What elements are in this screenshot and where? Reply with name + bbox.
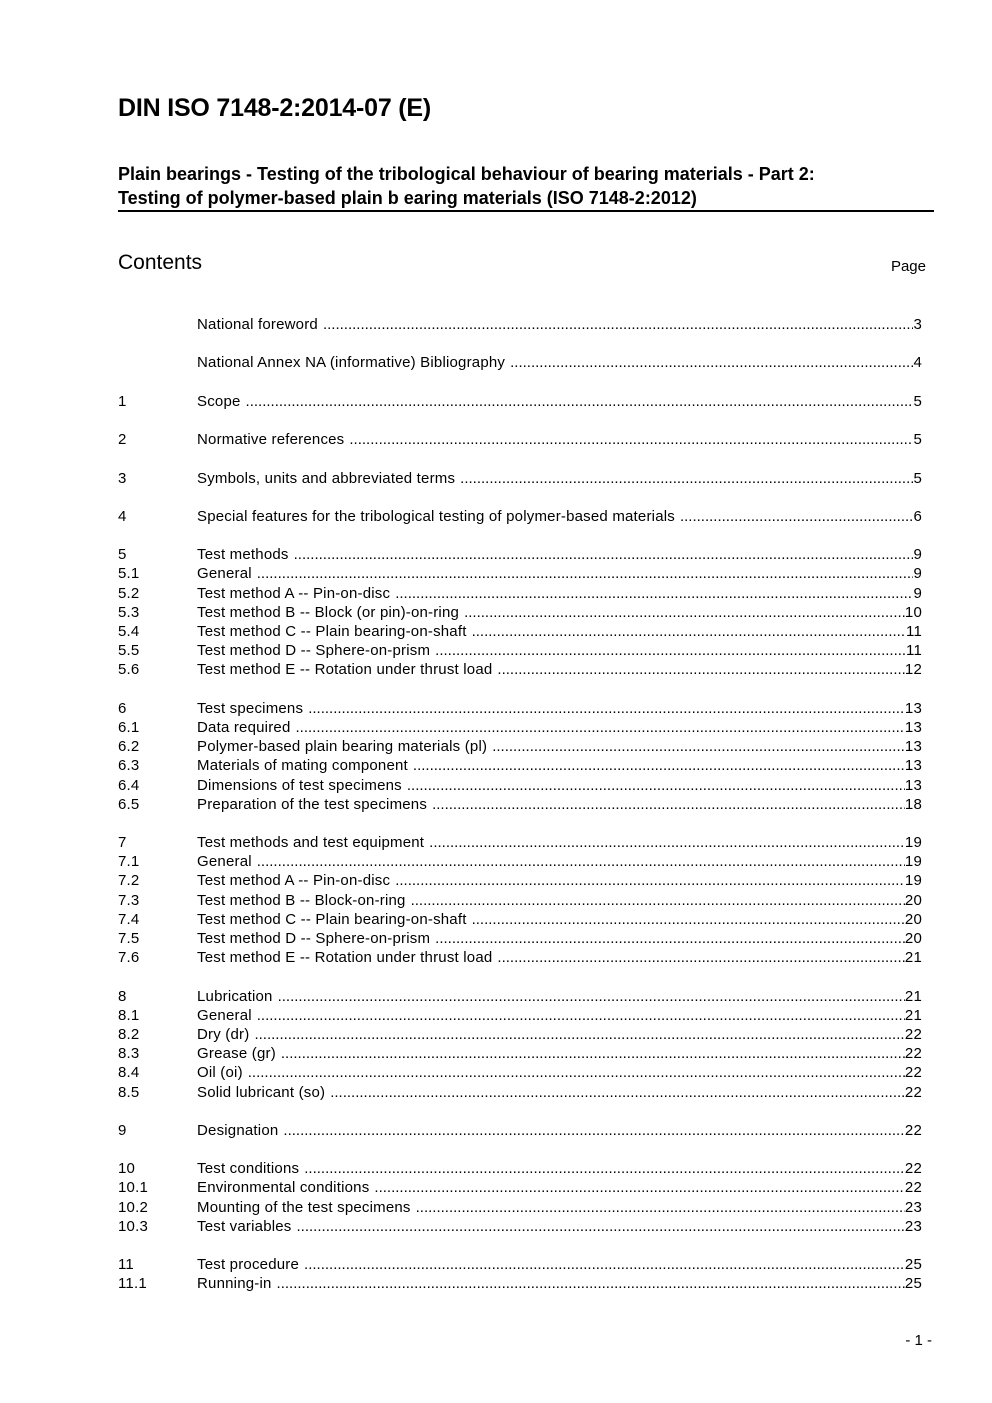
toc-entry-page: 10 xyxy=(904,603,922,621)
title-divider xyxy=(118,210,934,212)
toc-entry-page: 11 xyxy=(906,642,922,660)
toc-dot-leader xyxy=(497,660,904,679)
toc-dot-leader xyxy=(374,1178,905,1197)
toc-dot-leader xyxy=(395,584,913,603)
toc-entry-number: 5.1 xyxy=(118,565,140,583)
toc-entry[interactable] xyxy=(118,756,922,775)
toc-entry[interactable] xyxy=(118,718,922,737)
toc-entry-number: 7.3 xyxy=(118,891,140,909)
toc-entry[interactable] xyxy=(118,737,922,756)
toc-entry-page: 13 xyxy=(904,776,922,794)
toc-dot-leader xyxy=(296,718,905,737)
toc-entry-number: 6.5 xyxy=(118,795,140,813)
toc-entry[interactable] xyxy=(118,1025,922,1044)
toc-entry[interactable] xyxy=(118,1083,922,1102)
toc-entry-title: Test method C -- Plain bearing-on-shaft xyxy=(197,910,467,928)
toc-dot-leader xyxy=(435,641,906,660)
toc-entry[interactable] xyxy=(118,833,922,852)
toc-entry-title: Test method E -- Rotation under thrust load xyxy=(197,661,493,679)
toc-entry-number: 7.1 xyxy=(118,853,140,871)
toc-entry-title: Data required xyxy=(197,718,291,736)
toc-dot-leader xyxy=(510,353,913,372)
toc-entry[interactable] xyxy=(118,871,922,890)
toc-entry-page: 19 xyxy=(904,853,922,871)
toc-entry-page: 22 xyxy=(904,1083,922,1101)
toc-dot-leader xyxy=(472,622,906,641)
toc-entry-number: 7.5 xyxy=(118,930,140,947)
toc-entry-page: 21 xyxy=(904,1006,922,1024)
toc-entry-title: Symbols, units and abbreviated terms xyxy=(197,469,456,487)
toc-entry[interactable] xyxy=(118,1255,922,1274)
toc-entry-title: Designation xyxy=(197,1121,279,1139)
toc-entry-number: 10.1 xyxy=(118,1179,148,1197)
toc-dot-leader xyxy=(411,891,905,910)
toc-entry-page: 13 xyxy=(904,718,922,736)
toc-entry[interactable] xyxy=(118,660,922,679)
toc-entry-page: 5 xyxy=(913,431,922,449)
toc-entry-number: 4 xyxy=(118,507,127,525)
toc-entry-page: 25 xyxy=(904,1256,922,1274)
toc-entry-number: 6 xyxy=(118,699,127,717)
toc-entry-number: 5.4 xyxy=(118,623,140,640)
toc-dot-leader xyxy=(497,948,904,967)
toc-entry-page: 9 xyxy=(913,584,922,602)
toc-entry-page: 13 xyxy=(904,699,922,717)
toc-entry[interactable] xyxy=(118,1217,922,1236)
toc-entry-number: 5 xyxy=(118,546,127,564)
toc-entry-page: 3 xyxy=(913,316,922,333)
toc-entry[interactable] xyxy=(118,1006,922,1025)
toc-entry-page: 22 xyxy=(904,1179,922,1197)
toc-entry-number: 7.2 xyxy=(118,872,140,890)
toc-entry-title: General xyxy=(197,1006,252,1024)
toc-entry[interactable] xyxy=(118,584,922,603)
toc-dot-leader xyxy=(432,795,905,814)
toc-entry[interactable] xyxy=(118,564,922,583)
toc-entry-title: National foreword xyxy=(197,316,318,333)
toc-dot-leader xyxy=(395,871,905,890)
toc-entry[interactable] xyxy=(118,430,922,449)
toc-entry-title: Test specimens xyxy=(197,699,304,717)
toc-entry-number: 6.3 xyxy=(118,757,140,775)
toc-entry-number: 6.4 xyxy=(118,776,140,794)
toc-dot-leader xyxy=(464,603,905,622)
toc-dot-leader xyxy=(323,315,913,334)
toc-entry[interactable] xyxy=(118,795,922,814)
toc-dot-leader xyxy=(257,564,914,583)
toc-entry-title: Test method D -- Sphere-on-prism xyxy=(197,642,431,660)
toc-entry-page: 5 xyxy=(913,392,922,410)
toc-entry-title: National Annex NA (informative) Bibliography xyxy=(197,354,506,372)
toc-entry-title: Test method D -- Sphere-on-prism xyxy=(197,930,431,947)
toc-entry-page: 25 xyxy=(904,1275,922,1293)
toc-dot-leader xyxy=(429,833,905,852)
toc-entry-page: 5 xyxy=(913,469,922,487)
toc-entry-page: 22 xyxy=(904,1160,922,1178)
toc-entry-page: 13 xyxy=(904,738,922,756)
toc-entry[interactable] xyxy=(118,545,922,564)
toc-dot-leader xyxy=(304,1159,905,1178)
toc-entry-page: 9 xyxy=(913,546,922,564)
toc-entry-title: Materials of mating component xyxy=(197,757,408,775)
toc-entry[interactable] xyxy=(118,1274,922,1293)
toc-entry-title: Normative references xyxy=(197,431,345,449)
toc-entry[interactable] xyxy=(118,948,922,967)
toc-entry-title: Scope xyxy=(197,392,241,410)
toc-entry-number: 9 xyxy=(118,1121,127,1139)
toc-entry-number: 8.1 xyxy=(118,1006,140,1024)
toc-entry-title: Test method E -- Rotation under thrust load xyxy=(197,949,493,967)
toc-dot-leader xyxy=(330,1083,905,1102)
page-number: - 1 - xyxy=(905,1332,932,1349)
toc-entry-title: Dimensions of test specimens xyxy=(197,776,402,794)
toc-entry-number: 8 xyxy=(118,987,127,1005)
toc-dot-leader xyxy=(349,430,913,449)
toc-entry-number: 11.1 xyxy=(118,1275,147,1293)
toc-dot-leader xyxy=(257,852,905,871)
document-title xyxy=(118,162,934,210)
toc-dot-leader xyxy=(246,392,914,411)
toc-entry-title: Lubrication xyxy=(197,987,273,1005)
toc-entry-title: Dry (dr) xyxy=(197,1025,250,1043)
toc-entry-page: 22 xyxy=(904,1025,922,1043)
toc-entry-number: 7 xyxy=(118,834,127,852)
toc-dot-leader xyxy=(304,1255,905,1274)
toc-entry-page: 21 xyxy=(904,987,922,1005)
toc-entry-number: 5.6 xyxy=(118,661,140,679)
toc-dot-leader xyxy=(435,929,905,948)
document-title-line-1: Plain bearings - Testing of the tribological behaviour of bearing materials - Part 2: xyxy=(118,164,815,184)
toc-entry-page: 6 xyxy=(913,507,922,525)
toc-entry-page: 22 xyxy=(904,1045,922,1063)
toc-dot-leader xyxy=(413,756,905,775)
toc-entry-title: Oil (oi) xyxy=(197,1064,243,1082)
toc-entry-title: Special features for the tribological testing of polymer-based materials xyxy=(197,507,675,525)
toc-dot-leader xyxy=(416,1198,905,1217)
toc-entry-number: 10.2 xyxy=(118,1198,148,1216)
toc-dot-leader xyxy=(460,469,913,488)
toc-entry-title: Preparation of the test specimens xyxy=(197,795,428,813)
toc-entry-page: 23 xyxy=(904,1198,922,1216)
toc-entry-number: 5.2 xyxy=(118,584,140,602)
toc-entry[interactable] xyxy=(118,929,922,948)
toc-entry-page: 20 xyxy=(904,930,922,947)
toc-entry[interactable] xyxy=(118,353,922,372)
document-title-line-2: Testing of polymer-based plain b earing materials (ISO 7148-2:2012) xyxy=(118,188,697,208)
toc-entry-number: 11 xyxy=(118,1256,134,1274)
toc-entry-title: Test method A -- Pin-on-disc xyxy=(197,872,391,890)
toc-entry[interactable] xyxy=(118,1044,922,1063)
toc-dot-leader xyxy=(257,1006,905,1025)
toc-entry-number: 2 xyxy=(118,431,127,449)
table-of-contents xyxy=(118,315,922,1294)
toc-entry-page: 20 xyxy=(904,910,922,928)
contents-heading: Contents xyxy=(118,251,203,274)
toc-entry[interactable] xyxy=(118,315,922,334)
toc-entry[interactable] xyxy=(118,852,922,871)
toc-entry[interactable] xyxy=(118,507,922,526)
toc-entry-title: General xyxy=(197,565,252,583)
toc-entry-title: General xyxy=(197,853,252,871)
toc-entry[interactable] xyxy=(118,699,922,718)
toc-entry-number: 7.6 xyxy=(118,949,140,967)
toc-dot-leader xyxy=(407,776,905,795)
toc-entry-title: Environmental conditions xyxy=(197,1179,370,1197)
toc-dot-leader xyxy=(281,1044,905,1063)
toc-entry-number: 6.2 xyxy=(118,738,140,756)
toc-entry[interactable] xyxy=(118,392,922,411)
toc-entry-number: 8.4 xyxy=(118,1064,140,1082)
toc-entry[interactable] xyxy=(118,891,922,910)
toc-entry[interactable] xyxy=(118,469,922,488)
toc-dot-leader xyxy=(278,987,905,1006)
toc-entry-number: 3 xyxy=(118,469,127,487)
toc-dot-leader xyxy=(283,1121,904,1140)
toc-dot-leader xyxy=(492,737,905,756)
toc-dot-leader xyxy=(248,1063,905,1082)
toc-entry-title: Test method C -- Plain bearing-on-shaft xyxy=(197,623,467,640)
toc-entry-number: 6.1 xyxy=(118,718,140,736)
toc-entry-page: 11 xyxy=(906,623,922,640)
toc-entry-page: 22 xyxy=(904,1121,922,1139)
toc-entry-number: 5.5 xyxy=(118,642,140,660)
toc-entry[interactable] xyxy=(118,1121,922,1140)
toc-dot-leader xyxy=(277,1274,905,1293)
toc-entry[interactable] xyxy=(118,641,922,660)
toc-entry[interactable] xyxy=(118,987,922,1006)
toc-dot-leader xyxy=(254,1025,904,1044)
toc-entry-title: Test methods xyxy=(197,546,289,564)
toc-entry-page: 4 xyxy=(913,354,922,372)
toc-entry[interactable] xyxy=(118,776,922,795)
toc-entry-number: 1 xyxy=(118,392,127,410)
toc-dot-leader xyxy=(297,1217,905,1236)
toc-entry-page: 12 xyxy=(904,661,922,679)
toc-entry-page: 21 xyxy=(904,949,922,967)
toc-entry-page: 19 xyxy=(904,834,922,852)
toc-entry-page: 19 xyxy=(904,872,922,890)
toc-entry-title: Test conditions xyxy=(197,1160,300,1178)
toc-dot-leader xyxy=(680,507,913,526)
toc-entry-number: 7.4 xyxy=(118,910,140,928)
toc-entry-number: 10 xyxy=(118,1160,136,1178)
toc-entry-page: 20 xyxy=(904,891,922,909)
toc-dot-leader xyxy=(294,545,914,564)
toc-entry-title: Grease (gr) xyxy=(197,1045,276,1063)
toc-entry-title: Test method B -- Block-on-ring xyxy=(197,891,406,909)
toc-entry-title: Test variables xyxy=(197,1217,292,1235)
toc-entry-number: 8.2 xyxy=(118,1025,140,1043)
toc-entry[interactable] xyxy=(118,1198,922,1217)
toc-entry[interactable] xyxy=(118,603,922,622)
toc-entry-page: 9 xyxy=(913,565,922,583)
toc-entry-title: Test procedure xyxy=(197,1256,300,1274)
toc-entry-title: Solid lubricant (so) xyxy=(197,1083,326,1101)
toc-entry-number: 10.3 xyxy=(118,1217,148,1235)
toc-entry-title: Mounting of the test specimens xyxy=(197,1198,411,1216)
toc-entry-title: Polymer-based plain bearing materials (pl) xyxy=(197,738,488,756)
toc-dot-leader xyxy=(472,910,905,929)
toc-entry-title: Test methods and test equipment xyxy=(197,834,425,852)
toc-entry[interactable] xyxy=(118,1178,922,1197)
toc-entry-page: 18 xyxy=(904,795,922,813)
page-column-label: Page xyxy=(890,258,926,275)
toc-entry-number: 8.5 xyxy=(118,1083,140,1101)
toc-entry-number: 8.3 xyxy=(118,1045,140,1063)
toc-entry[interactable] xyxy=(118,622,922,641)
document-number: DIN ISO 7148-2:2014-07 (E) xyxy=(118,94,432,122)
toc-entry-title: Test method A -- Pin-on-disc xyxy=(197,584,391,602)
toc-entry-title: Running-in xyxy=(197,1275,272,1293)
toc-dot-leader xyxy=(308,699,905,718)
toc-entry[interactable] xyxy=(118,1159,922,1178)
toc-entry[interactable] xyxy=(118,1063,922,1082)
toc-entry-number: 5.3 xyxy=(118,603,140,621)
toc-entry-title: Test method B -- Block (or pin)-on-ring xyxy=(197,603,460,621)
toc-entry-page: 13 xyxy=(904,757,922,775)
toc-entry-page: 23 xyxy=(904,1217,922,1235)
toc-entry[interactable] xyxy=(118,910,922,929)
toc-entry-page: 22 xyxy=(904,1064,922,1082)
